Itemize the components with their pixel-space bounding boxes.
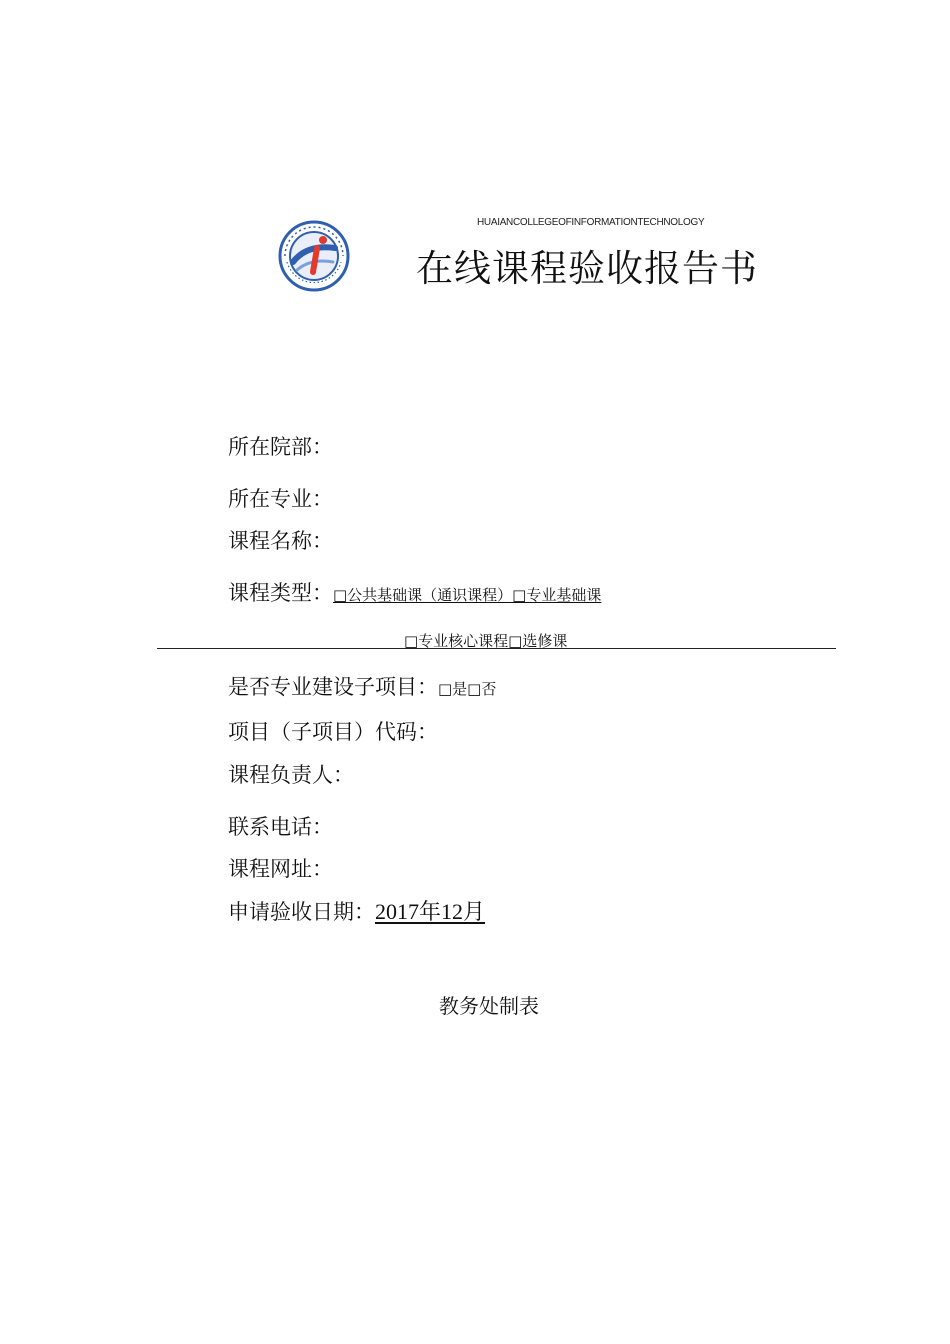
sub-project-field: [228, 671, 496, 701]
major-field: [228, 483, 333, 513]
course-url-label: 课程网址：: [228, 857, 333, 881]
college-logo-icon: [277, 218, 351, 294]
document-title: 在线课程验收报告书: [416, 247, 758, 290]
project-code-field: [228, 716, 438, 746]
department-field: [228, 431, 333, 461]
course-url-field: [228, 853, 333, 883]
college-english-name: HUAIANCOLLEGEOFINFORMATIONTECHNOLOGY: [477, 217, 705, 228]
course-type-field: [228, 577, 601, 607]
apply-date-field: [228, 895, 485, 926]
sub-project-options: □是□否: [438, 680, 497, 698]
course-lead-label: 课程负责人：: [228, 763, 354, 787]
apply-date-label: 申请验收日期：: [228, 900, 375, 924]
project-code-label: 项目（子项目）代码：: [228, 720, 438, 744]
department-label: 所在院部：: [228, 435, 333, 459]
course-type-options-line2: □专业核心课程□选修课: [404, 632, 568, 650]
phone-field: [228, 811, 333, 841]
course-type-label: 课程类型：: [228, 581, 333, 605]
apply-date-value: 2017年12月: [375, 899, 486, 924]
course-lead-field: [228, 759, 354, 789]
course-name-field: [228, 525, 333, 555]
issuer-footer: 教务处制表: [439, 994, 539, 1018]
major-label: 所在专业：: [228, 487, 333, 511]
divider-line: [157, 648, 836, 649]
sub-project-label: 是否专业建设子项目：: [228, 675, 438, 699]
course-type-options-line1: □公共基础课（通识课程）□专业基础课: [333, 586, 602, 604]
course-name-label: 课程名称：: [228, 529, 333, 553]
phone-label: 联系电话：: [228, 815, 333, 839]
